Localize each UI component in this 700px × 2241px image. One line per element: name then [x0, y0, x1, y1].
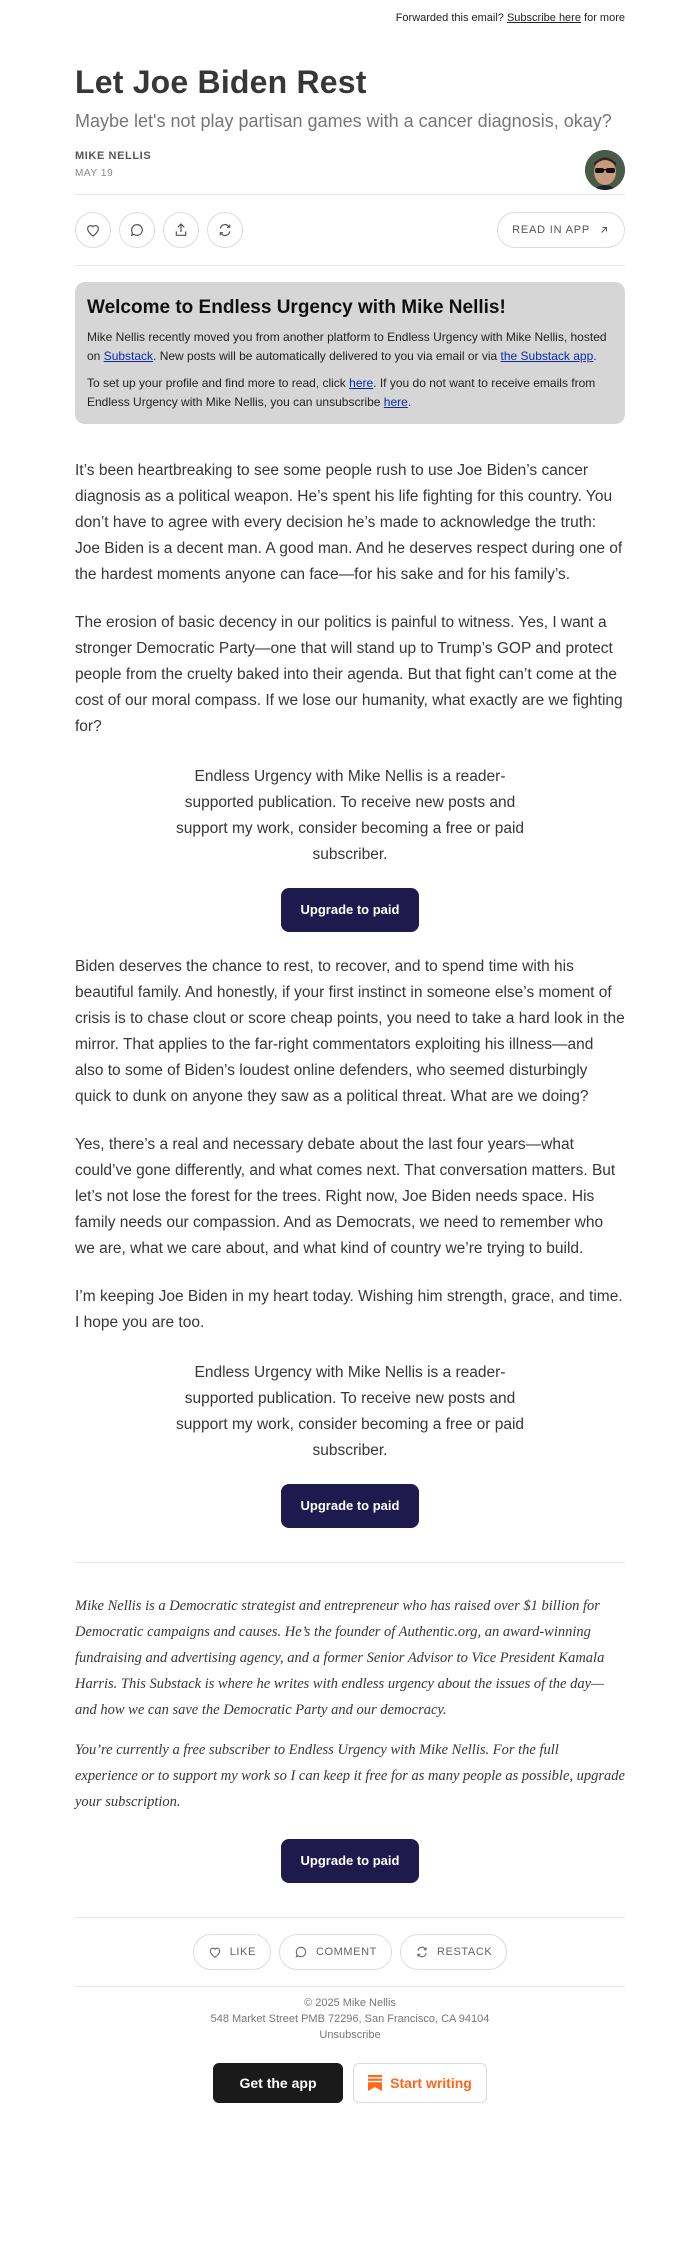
byline — [75, 150, 625, 194]
like-button[interactable] — [75, 212, 111, 248]
welcome-box — [75, 282, 625, 424]
substack-app-link[interactable]: the Substack app — [500, 349, 594, 363]
copyright: © 2025 Mike Nellis — [304, 1997, 396, 2009]
post-title[interactable]: Let Joe Biden Rest — [75, 64, 367, 100]
footer-buttons — [75, 2063, 625, 2103]
restack-button[interactable] — [207, 212, 243, 248]
welcome-heading: Welcome to Endless Urgency with Mike Nellis! — [87, 297, 506, 318]
forward-text: Forwarded this email? — [395, 12, 504, 24]
subscribe-cta-2 — [75, 1360, 625, 1528]
body-paragraph-5: I’m keeping Joe Biden in my heart today. Wishing him strength, grace, and time. I hope you are too. — [75, 1288, 623, 1331]
post-date: MAY 19 — [75, 168, 114, 179]
like-pill-button[interactable] — [193, 1934, 271, 1970]
welcome-text: . — [407, 395, 412, 409]
comment-icon — [129, 222, 145, 238]
welcome-text: . New posts will be automatically delivered to you via email or via — [153, 349, 501, 363]
unsubscribe-link[interactable]: Unsubscribe — [319, 2029, 381, 2041]
subscribe-cta-1 — [75, 764, 625, 932]
forward-banner — [75, 0, 625, 40]
email-container — [75, 0, 625, 2103]
heart-icon — [85, 222, 101, 238]
read-in-app-label: READ IN APP — [512, 224, 590, 236]
start-writing-label: Start writing — [390, 2075, 472, 2091]
get-the-app-button[interactable]: Get the app — [213, 2063, 343, 2103]
share-button[interactable] — [163, 212, 199, 248]
share-icon — [173, 222, 189, 238]
comment-pill-button[interactable] — [279, 1934, 392, 1970]
arrow-up-right-icon — [598, 224, 610, 236]
welcome-text: To set up your profile and find more to read, click — [87, 376, 350, 390]
post-subtitle: Maybe let's not play partisan games with a cancer diagnosis, okay? — [75, 111, 612, 131]
action-bar — [75, 195, 625, 265]
unsubscribe-link-welcome[interactable]: here — [383, 395, 408, 409]
author-name[interactable]: MIKE NELLIS — [75, 150, 152, 162]
restack-pill-button[interactable] — [400, 1934, 507, 1970]
substack-link[interactable]: Substack — [103, 349, 154, 363]
subscribe-link[interactable]: Subscribe here — [506, 12, 581, 24]
welcome-paragraph-2 — [87, 374, 613, 412]
body-paragraph-1: It’s been heartbreaking to see some people rush to use Joe Biden’s cancer diagnosis as a political weapon. He’s spent his life fighting for this country. You don’t have to agree with every decision he’s made to acknowledge the truth: Joe Biden is a decent man. A good man. And he deserves respect during one of the hardest moments anyone can face—for his sake and for his family’s. — [75, 462, 623, 583]
address: 548 Market Street PMB 72296, San Francisco, CA 94104 — [210, 2013, 490, 2025]
forward-suffix: for more — [584, 12, 625, 24]
subscribe-cta-3 — [75, 1819, 625, 1883]
author-bio — [75, 1562, 625, 1815]
bio-paragraph-1: Mike Nellis is a Democratic strategist and entrepreneur who has raised over $1 billion for Democratic campaigns and causes. He’s the founder of Authentic.org, an award-winning fundraising and advertising agency, and a former Senior Advisor to Vice President Kamala Harris. This Substack is where he writes with endless urgency about the issues of the day—and how we can save the Democratic Party and our democracy. — [75, 1598, 605, 1718]
body-paragraph-4: Yes, there’s a real and necessary debate about the last four years—what could’ve gone differently, and what comes next. That conversation matters. But let’s not lose the forest for the trees. Right now, Joe Biden needs space. His family needs our compassion. And as Democrats, we need to remember who we are, what we care about, and what kind of country we’re trying to build. — [75, 1136, 616, 1257]
body-paragraph-3: Biden deserves the chance to rest, to recover, and to spend time with his beautiful family. And honestly, if your first instinct in someone else’s moment of crisis is to chase clout or score cheap points, you need to take a hard look in the mirror. That applies to the far-right commentators exploiting his illness—and also to some of Biden’s loudest online defenders, who seemed disturbingly quick to dunk on anyone they saw as a political threat. What are we doing? — [75, 958, 625, 1105]
bio-paragraph-2: You’re currently a free subscriber to Endless Urgency with Mike Nellis. For the full experience or to support my work so I can keep it free for as many people as possible, upgrade your subscription. — [75, 1742, 625, 1810]
profile-setup-link[interactable]: here — [349, 376, 374, 390]
divider — [75, 265, 625, 266]
cta-text: Endless Urgency with Mike Nellis is a reader-supported publication. To receive new posts and support my work, consider becoming a free or paid subscriber. — [175, 768, 525, 863]
read-in-app-button[interactable] — [497, 212, 625, 248]
comment-icon — [294, 1945, 308, 1959]
welcome-paragraph-1 — [87, 328, 613, 366]
restack-icon — [415, 1945, 429, 1959]
body-paragraph-2: The erosion of basic decency in our politics is painful to witness. Yes, I want a stronger Democratic Party—one that will stand up to Trump’s GOP and protect people from the cruelty baked into their agenda. But that fight can’t come at the cost of our moral compass. If we lose our humanity, what exactly are we fighting for? — [75, 614, 623, 735]
welcome-text: Mike Nellis recently moved you from another platform to Endless Urgency with Mike Nellis, hosted on — [87, 330, 607, 363]
avatar-image — [585, 150, 625, 190]
upgrade-to-paid-button[interactable]: Upgrade to paid — [281, 1484, 420, 1528]
comment-label: COMMENT — [315, 1946, 377, 1958]
start-writing-button[interactable] — [353, 2063, 487, 2103]
welcome-text: . If you do not want to receive emails from Endless Urgency with Mike Nellis, you can unsubscribe — [87, 376, 596, 409]
social-actions — [75, 1917, 625, 1987]
like-label: LIKE — [229, 1946, 256, 1958]
avatar[interactable] — [585, 150, 625, 190]
welcome-text: . — [593, 349, 597, 363]
restack-icon — [217, 222, 233, 238]
upgrade-to-paid-button[interactable]: Upgrade to paid — [281, 1839, 420, 1883]
cta-text: Endless Urgency with Mike Nellis is a reader-supported publication. To receive new posts and support my work, consider becoming a free or paid subscriber. — [175, 1364, 525, 1459]
upgrade-to-paid-button[interactable]: Upgrade to paid — [281, 888, 420, 932]
heart-icon — [208, 1945, 222, 1959]
restack-label: RESTACK — [436, 1946, 493, 1958]
footer — [75, 1995, 625, 2043]
comment-button[interactable] — [119, 212, 155, 248]
substack-logo-icon — [368, 2075, 382, 2091]
